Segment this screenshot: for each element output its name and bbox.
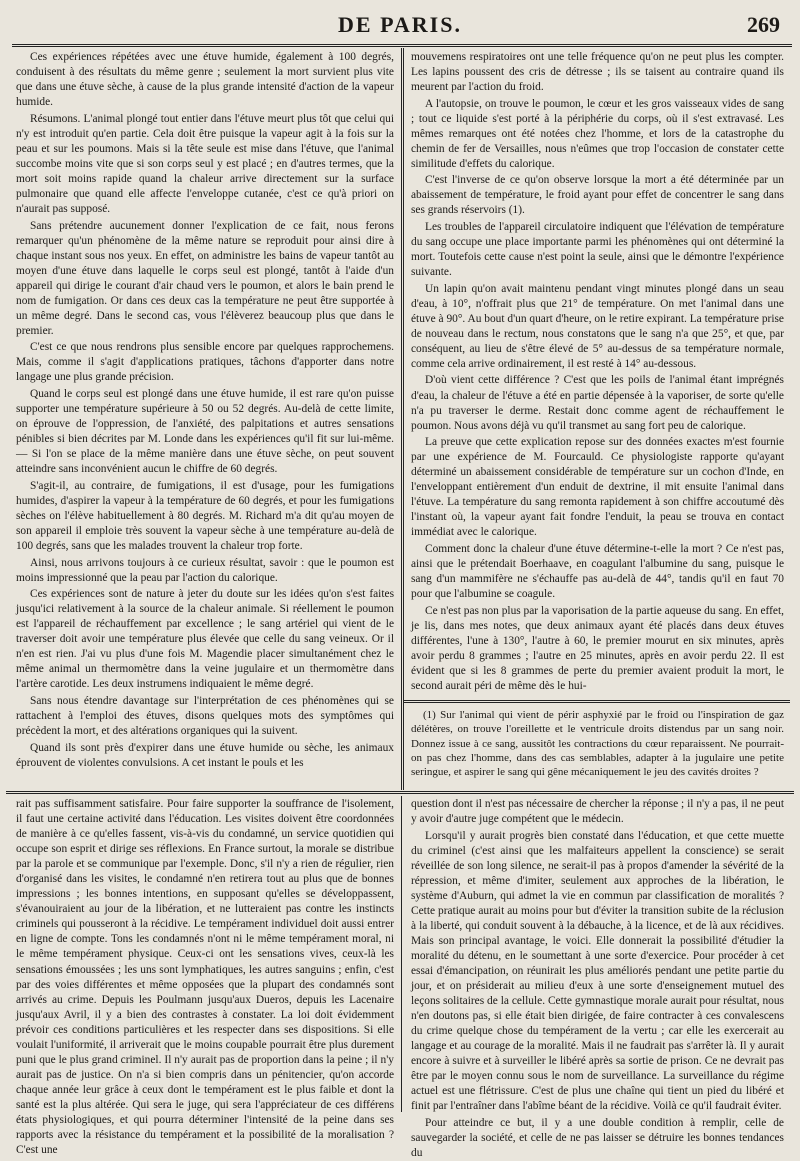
paragraph: C'est l'inverse de ce qu'on observe lorsque la mort a été déterminée par un abaissement de température, le froid ayant pour effet de concentrer le sang dans ses grands réservoirs (1). bbox=[411, 174, 784, 217]
right-column-bottom bbox=[411, 797, 784, 1160]
paragraph: Pour atteindre ce but, il y a une double condition à remplir, celle de sauvegarder la société, et celle de ne pas laisser se détruire les bonnes tendances du bbox=[411, 1116, 784, 1160]
page-number: 269 bbox=[747, 12, 780, 37]
header-rule bbox=[12, 44, 792, 47]
right-column-top bbox=[411, 50, 784, 704]
paragraph: Comment donc la chaleur d'une étuve détermine-t-elle la mort ? Ce n'est pas, ainsi que le prétendait Boerhaave, en coagulant l'albumine du sang, puisque le sang d'un mammifère ne s'échauffe pas au-delà de 44°, tandis qu'il en faut 70 pour que l'albumine se coagule. bbox=[411, 543, 784, 601]
column-divider bbox=[401, 48, 404, 790]
paragraph: Quand ils sont près d'expirer dans une étuve humide ou sèche, les animaux éprouvent de violentes convulsions. A cet instant le pouls et les bbox=[16, 741, 394, 769]
column-divider-bottom bbox=[401, 796, 402, 1112]
footnote bbox=[411, 708, 784, 786]
paragraph: mouvemens respiratoires ont une telle fréquence qu'on ne peut plus les compter. Les lapins poussent des cris de détresse ; ils se taisent au contraire quand ils meurent par l'action du froid. bbox=[411, 51, 784, 94]
footnote-text: (1) Sur l'animal qui vient de périr asphyxié par le froid ou l'inspiration de gaz délétères, on trouve l'oreillette et le ventricule droits distendus par un sang noir. Donnez issue à ce sang, aussitôt les contractions du cœur reparaissent. Ne pourrait-on pas chez l'homme, dans des cas semblables, adapter à la jugulaire une petite seringue, et aspirer le sang qui gêne mécaniquement le jeu des cavités droites ? bbox=[411, 709, 784, 779]
paragraph: question dont il n'est pas nécessaire de chercher la réponse ; il n'y a pas, il ne peut y avoir d'autre juge compétent que le médecin. bbox=[411, 798, 784, 826]
paragraph: Ainsi, nous arrivons toujours à ce curieux résultat, savoir : que le poumon est moins impressionné que la peau par l'action du calorique. bbox=[16, 556, 394, 584]
paragraph: S'agit-il, au contraire, de fumigations, il est d'usage, pour les fumigations humides, d'aspirer la vapeur à la température de 60 degrés, et pour les fumigations sèches on l'élève habituellement à 80 degrés. M. Richard m'a dit qu'au moyen de son appareil il emploie très souvent la vapeur sèche à une température au-delà de 100 degrés, sans que les malades trouvent la chaleur trop forte. bbox=[16, 479, 394, 552]
paragraph: Ces expériences répétées avec une étuve humide, également à 100 degrés, conduisent à des résultats du même genre ; seulement la mort survient plus vite que dans une étuve sèche, à cause de la plus grande intensité d'action de la vapeur humide. bbox=[16, 51, 394, 109]
section-divider bbox=[6, 791, 794, 794]
left-column-bottom bbox=[16, 797, 394, 1157]
paragraph: Lorsqu'il y aurait progrès bien constaté dans l'éducation, et que cette muette du criminel (c'est ainsi que les malfaiteurs appellent la conscience) se serait réveillée de son long silence, ne serait-il pas à propos d'amender la sévérité de la répression, et même d'imiter, seulement aux approches de la libération, le système d'Auburn, qui admet la vie en commun par classification de moralités ? Cette pratique aurait au moins pour but d'éviter la transition subite de la réclusion à la liberté, qui conduit souvent à la débauche, à la licence, et de là aux récidives. Mais son principal avantage, le voici. Elle donnerait la possibilité d'étudier la moralité du détenu, en le soumettant à une sorte d'exercice. Pour procéder à cet essai d'émancipation, on réunirait les plus améliorés pendant une petite partie du jour, et on présiderait au milieu d'eux à une sorte d'enseignement mutuel des leçons solitaires de la cellule. Cette gymnastique morale aurait pour résultat, nous n'en doutons pas, si elle était bien dirigée, de faire contracter à ces convalescens du crime quelque chose du tempérament de la vertu ; car elle les exercerait au langage et au courage de la moralité. Mais il ne faudrait pas s'arrêter là. Il y aurait encore à suivre et à surveiller le libéré après sa sortie de prison. Ce ne devrait pas être par le moyen connu sous le nom de surveillance. La surveillance du régime actuel est une flétrissure. C'est de plus une chaîne qui tient un pied du libéré et finit par l'entraîner dans l'abîme béant de la récidive. Voilà ce qu'il faudrait éviter. bbox=[411, 829, 784, 1113]
paragraph: Sans prétendre aucunement donner l'explication de ce fait, nous ferons remarquer qu'un phénomène de la même nature se reproduit pour ainsi dire à chaque instant sous nos yeux. En effet, on administre les bains de vapeur tantôt au moyen d'une étuve dans laquelle le corps seul est plongé, tantôt à l'aide d'un appareil qui dirige le courant d'air chaud vers le poumon, et alors le bain prend le nom de fumigation. Or dans ces deux cas la température ne peut être supportée à un même degré. Dans le second cas, vous l'élèverez beaucoup plus que dans le premier. bbox=[16, 219, 394, 337]
footnote-rule bbox=[404, 700, 790, 703]
page-header bbox=[0, 0, 800, 42]
running-title: DE PARIS. bbox=[338, 12, 462, 37]
paragraph: Sans nous étendre davantage sur l'interprétation de ces phénomènes qui se rattachent à l'emploi des étuves, disons quelques mots des symptômes qui précèdent la mort, et des altérations organiques qui la suivent. bbox=[16, 694, 394, 738]
paragraph: Ces expériences sont de nature à jeter du doute sur les idées qu'on s'est faites jusqu'ici relativement à la source de la chaleur animale. Si réellement le poumon est l'appareil de réchauffement par excellence ; le sang artériel qui vient de le traverser doit avoir une température plus élevée que celle du sang veineux. Or il n'en est rien. J'ai vu plus d'une fois M. Magendie placer simultanément chez le même animal un thermomètre dans la veine jugulaire et un thermomètre dans l'artère carotide. Les deux instrumens indiquaient le même degré. bbox=[16, 588, 394, 691]
paragraph: Les troubles de l'appareil circulatoire indiquent que l'élévation de température du sang occupe une place importante parmi les phénomènes qui ont déterminé la mort. Toutefois cette cause n'est point la seule, ainsi que le démontre l'expérience suivante. bbox=[411, 221, 784, 279]
paragraph: rait pas suffisamment satisfaire. Pour faire supporter la souffrance de l'isolement, il faut une certaine activité dans l'éducation. Les visites doivent être coordonnées de manière à ce qu'elles fassent, vis-à-vis du condamné, un service quotidien qui occupe son esprit et dirige ses réflexions. En France surtout, la morale se distribue par la parole et se communique par l'exemple. Donc, s'il n'y a rien de régulier, rien d'organisé dans les visites, le condamné n'en retirera tout au plus que de bonnes impressions ; les bonnes intentions, en supposant qu'elles se développassent, s'évanouiraient au jour de la libération, et ne lutteraient pas contre les instincts criminels qui pousseront à la récidive. Le tempérament individuel doit aussi entrer en ligne de compte. Tons les condamnés n'ont ni le même tempérament moral, ni le même tempérament physique. Ceux-ci ont les sensations vives, ceux-là les sensations émoussées ; les uns sont lymphatiques, les autres sanguins ; enfin, c'est par des voies différentes et même opposées que la plupart des condamnés sont arrivés au crime. Depuis les Poulmann jusqu'aux Dueros, depuis les Lacenaire jusqu'aux Avril, il y a bien des contrastes à constater. La loi doit évidemment prévoir ces conditions particulières et les respecter dans ses dispositions. Si elle voulait l'uniformité, il arriverait que le moins coupable pourrait être plus durement puni que le plus grand criminel. Il n'y aurait pas de proportion dans la peine ; il n'y aurait pas de justice. On n'a si bien compris dans un pénitencier, qu'on accorde chaque année leur grâce à ceux dont le tempérament est le plus faible et dont la santé est la plus altérée. Qui sera le juge, qui sera l'appréciateur de ces différens états physiologiques, et qui pourra déterminer l'intensité de la peine dans ses rapports avec la résistance du tempérament et la possibilité de la moralisation ? C'est une bbox=[16, 798, 394, 1157]
paragraph: Un lapin qu'on avait maintenu pendant vingt minutes plongé dans un seau d'eau, à 10°, n'offrait plus que 21° de température. On met l'animal dans une étuve à 90°. Au bout d'un quart d'heure, on le retire expirant. La température prise de nouveau dans le rectum, nous constatons que le sang n'a que 25°, et que, par conséquent, au lieu de s'être élevé de 5° au-dessus de sa température normale, comme cela arrive ordinairement, il est resté à 14° au-dessous. bbox=[411, 282, 784, 370]
left-column-top bbox=[16, 50, 394, 788]
paragraph: C'est ce que nous rendrons plus sensible encore par quelques rapprochemens. Mais, comme il s'agit d'applications pratiques, tâchons d'apporter dans notre langage une plus grande précision. bbox=[16, 341, 394, 384]
paragraph: Quand le corps seul est plongé dans une étuve humide, il est rare qu'on puisse supporter une température supérieure à 50 ou 52 degrés. Au-delà de cette limite, on éprouve de l'oppression, de l'anxiété, des palpitations et autres sensations pénibles si bien décrites par M. Londe dans les expériences qu'il fit sur lui-même. — Si l'on se place de la même manière dans une étuve sèche, on peut souvent atteindre sans inconvénient aucun le chiffre de 60 degrés. bbox=[16, 388, 394, 476]
paragraph: Ce n'est pas non plus par la vaporisation de la partie aqueuse du sang. En effet, je lis, dans mes notes, que deux animaux ayant été placés dans deux étuves différentes, l'une à 130°, l'autre à 60, le premier mourut en six minutes, après avoir perdu 8 grammes ; l'autre en 25 minutes, après en avoir perdu 22. Il est évident que si les 8 grammes de perte du premier avaient produit la mort, le second aurait péri de même dès le hui- bbox=[411, 604, 784, 692]
paragraph: La preuve que cette explication repose sur des données exactes m'est fournie par une expérience de M. Fourcauld. Ce physiologiste rapporte qu'ayant déterminé un abaissement considérable de température sur un cochon d'Inde, en l'enveloppant entièrement d'un enduit de dextrine, il mit ensuite l'animal dans l'étuve. La température du sang remonta rapidement à son chiffre accoutumé dès l'instant où, la vapeur ayant fait fondre l'enduit, la peau se trouva en contact immédiat avec le calorique. bbox=[411, 436, 784, 539]
paragraph: Résumons. L'animal plongé tout entier dans l'étuve meurt plus tôt que celui qui n'y est introduit qu'en partie. Cela doit être puisque la vapeur agit à la fois sur la peau et sur les poumons. Mais si la tête seule est mise dans l'étuve, que l'animal succombe moins vite que si son corps seul y est placé ; en d'autres termes, que la mort soit moins rapide quand la chaleur arrive directement sur la surface pulmonaire que quand elle affecte l'enveloppe cutanée, c'est ce qu'à priori on n'aurait pas supposé. bbox=[16, 112, 394, 215]
paragraph: D'où vient cette différence ? C'est que les poils de l'animal étant imprégnés d'eau, la chaleur de l'étuve a été en partie dépensée à la vaporiser, de sorte qu'elle n'a pu traverser le derme. Restait donc comme agent de réchauffement le poumon. Nous avons déjà vu qu'il transmet au sang fort peu de calorique. bbox=[411, 374, 784, 432]
paragraph: A l'autopsie, on trouve le poumon, le cœur et les gros vaisseaux vides de sang ; tout ce liquide s'est porté à la périphérie du corps, où il s'est extravasé. Les mêmes remarques ont été notées chez l'homme, et lors de la catastrophe du chemin de fer de Versailles, nous n'eûmes que trop l'occasion de constater cette similitude d'effets du calorique. bbox=[411, 97, 784, 170]
